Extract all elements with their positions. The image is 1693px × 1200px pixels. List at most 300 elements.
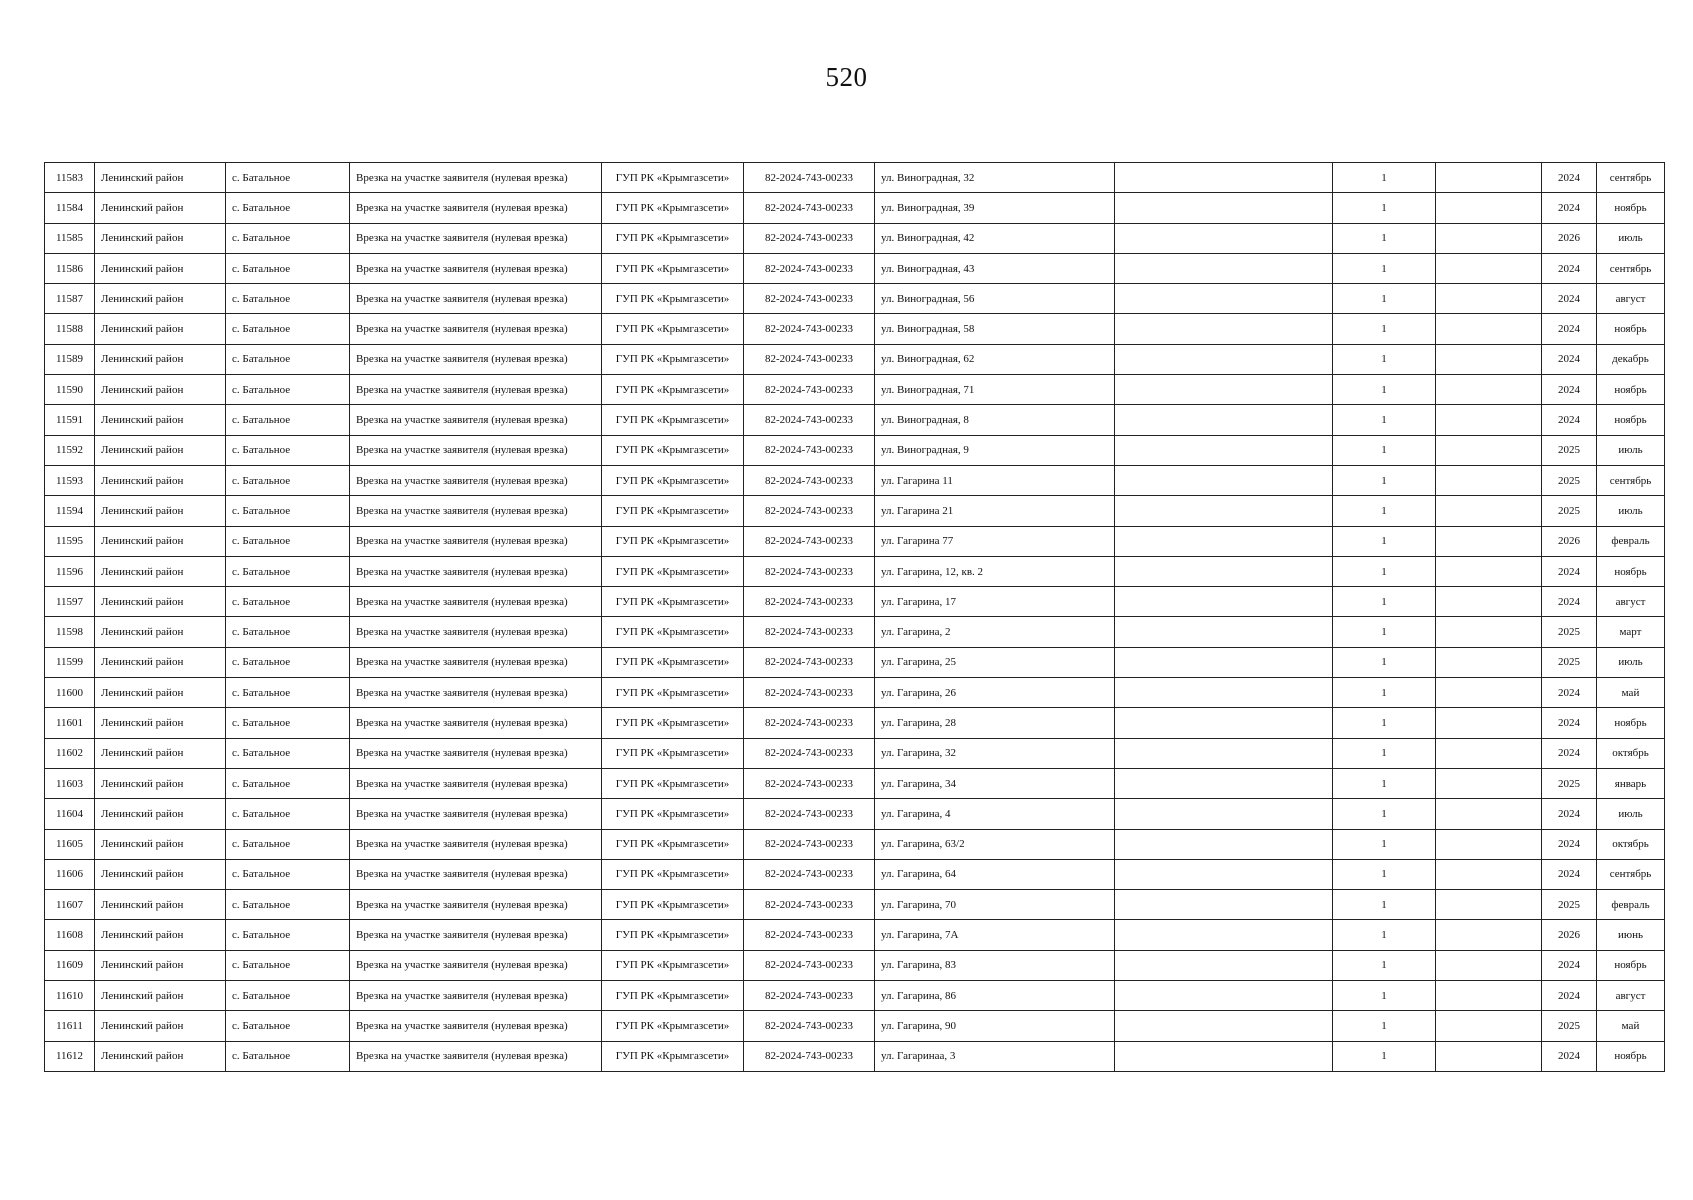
empty-cell xyxy=(1436,193,1542,223)
district-cell: Ленинский район xyxy=(95,587,226,617)
settlement-cell: с. Батальное xyxy=(226,314,350,344)
work-type-cell: Врезка на участке заявителя (нулевая врезка) xyxy=(350,556,602,586)
program-code-cell: 82-2024-743-00233 xyxy=(744,981,875,1011)
table-row xyxy=(45,738,1665,768)
table-row xyxy=(45,163,1665,193)
table-row xyxy=(45,950,1665,980)
program-code-cell: 82-2024-743-00233 xyxy=(744,678,875,708)
organization-cell: ГУП РК «Крымгазсети» xyxy=(602,375,744,405)
row-number: 11597 xyxy=(45,587,95,617)
year-cell: 2024 xyxy=(1542,193,1597,223)
program-code-cell: 82-2024-743-00233 xyxy=(744,526,875,556)
row-number: 11584 xyxy=(45,193,95,223)
table-row xyxy=(45,496,1665,526)
empty-cell xyxy=(1436,981,1542,1011)
settlement-cell: с. Батальное xyxy=(226,920,350,950)
empty-cell xyxy=(1115,1011,1333,1041)
settlement-cell: с. Батальное xyxy=(226,253,350,283)
work-type-cell: Врезка на участке заявителя (нулевая врезка) xyxy=(350,829,602,859)
address-cell: ул. Гагарина, 2 xyxy=(875,617,1115,647)
table-row xyxy=(45,375,1665,405)
month-cell: май xyxy=(1597,678,1665,708)
settlement-cell: с. Батальное xyxy=(226,1041,350,1071)
empty-cell xyxy=(1436,920,1542,950)
year-cell: 2024 xyxy=(1542,405,1597,435)
settlement-cell: с. Батальное xyxy=(226,375,350,405)
address-cell: ул. Гагарина, 83 xyxy=(875,950,1115,980)
settlement-cell: с. Батальное xyxy=(226,981,350,1011)
work-type-cell: Врезка на участке заявителя (нулевая врезка) xyxy=(350,768,602,798)
program-code-cell: 82-2024-743-00233 xyxy=(744,253,875,283)
district-cell: Ленинский район xyxy=(95,496,226,526)
organization-cell: ГУП РК «Крымгазсети» xyxy=(602,920,744,950)
program-code-cell: 82-2024-743-00233 xyxy=(744,617,875,647)
quantity-cell: 1 xyxy=(1333,829,1436,859)
quantity-cell: 1 xyxy=(1333,708,1436,738)
empty-cell xyxy=(1436,253,1542,283)
year-cell: 2024 xyxy=(1542,829,1597,859)
work-type-cell: Врезка на участке заявителя (нулевая врезка) xyxy=(350,253,602,283)
settlement-cell: с. Батальное xyxy=(226,678,350,708)
work-type-cell: Врезка на участке заявителя (нулевая врезка) xyxy=(350,496,602,526)
district-cell: Ленинский район xyxy=(95,163,226,193)
table-row xyxy=(45,344,1665,374)
table-row xyxy=(45,768,1665,798)
address-cell: ул. Гагарина, 4 xyxy=(875,799,1115,829)
empty-cell xyxy=(1115,435,1333,465)
program-code-cell: 82-2024-743-00233 xyxy=(744,587,875,617)
row-number: 11598 xyxy=(45,617,95,647)
quantity-cell: 1 xyxy=(1333,647,1436,677)
work-type-cell: Врезка на участке заявителя (нулевая врезка) xyxy=(350,526,602,556)
empty-cell xyxy=(1115,556,1333,586)
settlement-cell: с. Батальное xyxy=(226,768,350,798)
quantity-cell: 1 xyxy=(1333,859,1436,889)
program-code-cell: 82-2024-743-00233 xyxy=(744,405,875,435)
address-cell: ул. Виноградная, 56 xyxy=(875,284,1115,314)
address-cell: ул. Гагарина, 12, кв. 2 xyxy=(875,556,1115,586)
program-code-cell: 82-2024-743-00233 xyxy=(744,435,875,465)
empty-cell xyxy=(1115,587,1333,617)
month-cell: ноябрь xyxy=(1597,193,1665,223)
settlement-cell: с. Батальное xyxy=(226,799,350,829)
year-cell: 2024 xyxy=(1542,950,1597,980)
work-type-cell: Врезка на участке заявителя (нулевая врезка) xyxy=(350,163,602,193)
empty-cell xyxy=(1115,981,1333,1011)
program-code-cell: 82-2024-743-00233 xyxy=(744,465,875,495)
quantity-cell: 1 xyxy=(1333,435,1436,465)
row-number: 11607 xyxy=(45,890,95,920)
district-cell: Ленинский район xyxy=(95,193,226,223)
table-row xyxy=(45,799,1665,829)
district-cell: Ленинский район xyxy=(95,344,226,374)
quantity-cell: 1 xyxy=(1333,526,1436,556)
settlement-cell: с. Батальное xyxy=(226,163,350,193)
month-cell: август xyxy=(1597,587,1665,617)
settlement-cell: с. Батальное xyxy=(226,496,350,526)
year-cell: 2024 xyxy=(1542,163,1597,193)
work-type-cell: Врезка на участке заявителя (нулевая врезка) xyxy=(350,890,602,920)
empty-cell xyxy=(1436,829,1542,859)
year-cell: 2024 xyxy=(1542,344,1597,374)
quantity-cell: 1 xyxy=(1333,284,1436,314)
address-cell: ул. Виноградная, 9 xyxy=(875,435,1115,465)
year-cell: 2024 xyxy=(1542,556,1597,586)
settlement-cell: с. Батальное xyxy=(226,950,350,980)
page-number: 520 xyxy=(825,62,868,92)
empty-cell xyxy=(1436,526,1542,556)
year-cell: 2024 xyxy=(1542,375,1597,405)
program-code-cell: 82-2024-743-00233 xyxy=(744,1011,875,1041)
empty-cell xyxy=(1436,647,1542,677)
empty-cell xyxy=(1115,465,1333,495)
table-row xyxy=(45,435,1665,465)
year-cell: 2024 xyxy=(1542,1041,1597,1071)
row-number: 11602 xyxy=(45,738,95,768)
organization-cell: ГУП РК «Крымгазсети» xyxy=(602,950,744,980)
empty-cell xyxy=(1115,253,1333,283)
quantity-cell: 1 xyxy=(1333,920,1436,950)
row-number: 11592 xyxy=(45,435,95,465)
row-number: 11589 xyxy=(45,344,95,374)
empty-cell xyxy=(1436,890,1542,920)
district-cell: Ленинский район xyxy=(95,768,226,798)
address-cell: ул. Гагарина, 28 xyxy=(875,708,1115,738)
program-code-cell: 82-2024-743-00233 xyxy=(744,163,875,193)
work-type-cell: Врезка на участке заявителя (нулевая врезка) xyxy=(350,859,602,889)
month-cell: декабрь xyxy=(1597,344,1665,374)
month-cell: март xyxy=(1597,617,1665,647)
row-number: 11591 xyxy=(45,405,95,435)
work-type-cell: Врезка на участке заявителя (нулевая врезка) xyxy=(350,405,602,435)
year-cell: 2026 xyxy=(1542,920,1597,950)
month-cell: август xyxy=(1597,981,1665,1011)
address-cell: ул. Виноградная, 39 xyxy=(875,193,1115,223)
district-cell: Ленинский район xyxy=(95,829,226,859)
year-cell: 2025 xyxy=(1542,768,1597,798)
row-number: 11611 xyxy=(45,1011,95,1041)
organization-cell: ГУП РК «Крымгазсети» xyxy=(602,829,744,859)
empty-cell xyxy=(1115,193,1333,223)
empty-cell xyxy=(1436,1041,1542,1071)
work-type-cell: Врезка на участке заявителя (нулевая врезка) xyxy=(350,223,602,253)
organization-cell: ГУП РК «Крымгазсети» xyxy=(602,163,744,193)
empty-cell xyxy=(1115,405,1333,435)
year-cell: 2024 xyxy=(1542,678,1597,708)
organization-cell: ГУП РК «Крымгазсети» xyxy=(602,193,744,223)
quantity-cell: 1 xyxy=(1333,344,1436,374)
work-type-cell: Врезка на участке заявителя (нулевая врезка) xyxy=(350,1041,602,1071)
row-number: 11612 xyxy=(45,1041,95,1071)
organization-cell: ГУП РК «Крымгазсети» xyxy=(602,435,744,465)
work-type-cell: Врезка на участке заявителя (нулевая врезка) xyxy=(350,1011,602,1041)
organization-cell: ГУП РК «Крымгазсети» xyxy=(602,587,744,617)
organization-cell: ГУП РК «Крымгазсети» xyxy=(602,465,744,495)
month-cell: октябрь xyxy=(1597,738,1665,768)
organization-cell: ГУП РК «Крымгазсети» xyxy=(602,1011,744,1041)
quantity-cell: 1 xyxy=(1333,163,1436,193)
table-row xyxy=(45,405,1665,435)
district-cell: Ленинский район xyxy=(95,253,226,283)
empty-cell xyxy=(1436,708,1542,738)
table-row xyxy=(45,617,1665,647)
program-code-cell: 82-2024-743-00233 xyxy=(744,890,875,920)
program-code-cell: 82-2024-743-00233 xyxy=(744,920,875,950)
organization-cell: ГУП РК «Крымгазсети» xyxy=(602,647,744,677)
work-type-cell: Врезка на участке заявителя (нулевая врезка) xyxy=(350,738,602,768)
row-number: 11606 xyxy=(45,859,95,889)
empty-cell xyxy=(1436,375,1542,405)
empty-cell xyxy=(1436,465,1542,495)
address-cell: ул. Гагарина, 70 xyxy=(875,890,1115,920)
empty-cell xyxy=(1115,738,1333,768)
program-code-cell: 82-2024-743-00233 xyxy=(744,799,875,829)
address-cell: ул. Гагарина 21 xyxy=(875,496,1115,526)
table-body xyxy=(45,163,1665,1072)
settlement-cell: с. Батальное xyxy=(226,647,350,677)
district-cell: Ленинский район xyxy=(95,223,226,253)
empty-cell xyxy=(1115,950,1333,980)
district-cell: Ленинский район xyxy=(95,375,226,405)
row-number: 11600 xyxy=(45,678,95,708)
organization-cell: ГУП РК «Крымгазсети» xyxy=(602,799,744,829)
empty-cell xyxy=(1115,344,1333,374)
empty-cell xyxy=(1115,829,1333,859)
empty-cell xyxy=(1115,768,1333,798)
work-type-cell: Врезка на участке заявителя (нулевая врезка) xyxy=(350,647,602,677)
row-number: 11596 xyxy=(45,556,95,586)
year-cell: 2025 xyxy=(1542,647,1597,677)
address-cell: ул. Гагарина 77 xyxy=(875,526,1115,556)
settlement-cell: с. Батальное xyxy=(226,738,350,768)
program-code-cell: 82-2024-743-00233 xyxy=(744,859,875,889)
row-number: 11601 xyxy=(45,708,95,738)
quantity-cell: 1 xyxy=(1333,465,1436,495)
district-cell: Ленинский район xyxy=(95,556,226,586)
address-cell: ул. Гагарина, 17 xyxy=(875,587,1115,617)
row-number: 11588 xyxy=(45,314,95,344)
organization-cell: ГУП РК «Крымгазсети» xyxy=(602,1041,744,1071)
settlement-cell: с. Батальное xyxy=(226,465,350,495)
program-code-cell: 82-2024-743-00233 xyxy=(744,314,875,344)
row-number: 11610 xyxy=(45,981,95,1011)
quantity-cell: 1 xyxy=(1333,375,1436,405)
organization-cell: ГУП РК «Крымгазсети» xyxy=(602,405,744,435)
table-row xyxy=(45,890,1665,920)
empty-cell xyxy=(1436,223,1542,253)
year-cell: 2024 xyxy=(1542,284,1597,314)
organization-cell: ГУП РК «Крымгазсети» xyxy=(602,253,744,283)
district-cell: Ленинский район xyxy=(95,678,226,708)
quantity-cell: 1 xyxy=(1333,617,1436,647)
empty-cell xyxy=(1436,768,1542,798)
year-cell: 2025 xyxy=(1542,890,1597,920)
district-cell: Ленинский район xyxy=(95,284,226,314)
empty-cell xyxy=(1115,890,1333,920)
table-row xyxy=(45,920,1665,950)
address-cell: ул. Гагарина, 25 xyxy=(875,647,1115,677)
organization-cell: ГУП РК «Крымгазсети» xyxy=(602,617,744,647)
empty-cell xyxy=(1436,738,1542,768)
quantity-cell: 1 xyxy=(1333,890,1436,920)
empty-cell xyxy=(1436,1011,1542,1041)
organization-cell: ГУП РК «Крымгазсети» xyxy=(602,223,744,253)
table-row xyxy=(45,678,1665,708)
row-number: 11595 xyxy=(45,526,95,556)
work-type-cell: Врезка на участке заявителя (нулевая врезка) xyxy=(350,981,602,1011)
empty-cell xyxy=(1115,799,1333,829)
work-type-cell: Врезка на участке заявителя (нулевая врезка) xyxy=(350,314,602,344)
month-cell: июнь xyxy=(1597,920,1665,950)
district-cell: Ленинский район xyxy=(95,435,226,465)
settlement-cell: с. Батальное xyxy=(226,890,350,920)
month-cell: ноябрь xyxy=(1597,314,1665,344)
address-cell: ул. Виноградная, 42 xyxy=(875,223,1115,253)
registry-table xyxy=(44,162,1665,1072)
month-cell: ноябрь xyxy=(1597,708,1665,738)
program-code-cell: 82-2024-743-00233 xyxy=(744,768,875,798)
organization-cell: ГУП РК «Крымгазсети» xyxy=(602,496,744,526)
address-cell: ул. Гагарина, 32 xyxy=(875,738,1115,768)
month-cell: февраль xyxy=(1597,526,1665,556)
organization-cell: ГУП РК «Крымгазсети» xyxy=(602,344,744,374)
settlement-cell: с. Батальное xyxy=(226,193,350,223)
year-cell: 2025 xyxy=(1542,496,1597,526)
work-type-cell: Врезка на участке заявителя (нулевая врезка) xyxy=(350,920,602,950)
empty-cell xyxy=(1115,708,1333,738)
table-row xyxy=(45,1041,1665,1071)
address-cell: ул. Гагарина, 34 xyxy=(875,768,1115,798)
year-cell: 2026 xyxy=(1542,223,1597,253)
address-cell: ул. Виноградная, 62 xyxy=(875,344,1115,374)
row-number: 11605 xyxy=(45,829,95,859)
month-cell: ноябрь xyxy=(1597,556,1665,586)
month-cell: сентябрь xyxy=(1597,253,1665,283)
program-code-cell: 82-2024-743-00233 xyxy=(744,223,875,253)
address-cell: ул. Гагаринаа, 3 xyxy=(875,1041,1115,1071)
work-type-cell: Врезка на участке заявителя (нулевая врезка) xyxy=(350,708,602,738)
district-cell: Ленинский район xyxy=(95,314,226,344)
quantity-cell: 1 xyxy=(1333,1041,1436,1071)
empty-cell xyxy=(1436,284,1542,314)
table-row xyxy=(45,193,1665,223)
district-cell: Ленинский район xyxy=(95,981,226,1011)
quantity-cell: 1 xyxy=(1333,253,1436,283)
address-cell: ул. Гагарина, 63/2 xyxy=(875,829,1115,859)
empty-cell xyxy=(1436,799,1542,829)
settlement-cell: с. Батальное xyxy=(226,617,350,647)
program-code-cell: 82-2024-743-00233 xyxy=(744,344,875,374)
empty-cell xyxy=(1115,678,1333,708)
district-cell: Ленинский район xyxy=(95,617,226,647)
table-row xyxy=(45,1011,1665,1041)
program-code-cell: 82-2024-743-00233 xyxy=(744,375,875,405)
quantity-cell: 1 xyxy=(1333,799,1436,829)
organization-cell: ГУП РК «Крымгазсети» xyxy=(602,284,744,314)
table-row xyxy=(45,223,1665,253)
program-code-cell: 82-2024-743-00233 xyxy=(744,647,875,677)
table-row xyxy=(45,284,1665,314)
quantity-cell: 1 xyxy=(1333,950,1436,980)
work-type-cell: Врезка на участке заявителя (нулевая врезка) xyxy=(350,950,602,980)
year-cell: 2024 xyxy=(1542,253,1597,283)
empty-cell xyxy=(1115,284,1333,314)
settlement-cell: с. Батальное xyxy=(226,223,350,253)
district-cell: Ленинский район xyxy=(95,405,226,435)
quantity-cell: 1 xyxy=(1333,768,1436,798)
year-cell: 2024 xyxy=(1542,314,1597,344)
district-cell: Ленинский район xyxy=(95,1041,226,1071)
empty-cell xyxy=(1115,1041,1333,1071)
year-cell: 2024 xyxy=(1542,738,1597,768)
work-type-cell: Врезка на участке заявителя (нулевая врезка) xyxy=(350,799,602,829)
table-row xyxy=(45,829,1665,859)
district-cell: Ленинский район xyxy=(95,465,226,495)
row-number: 11586 xyxy=(45,253,95,283)
empty-cell xyxy=(1436,859,1542,889)
settlement-cell: с. Батальное xyxy=(226,556,350,586)
table-row xyxy=(45,859,1665,889)
row-number: 11593 xyxy=(45,465,95,495)
organization-cell: ГУП РК «Крымгазсети» xyxy=(602,890,744,920)
program-code-cell: 82-2024-743-00233 xyxy=(744,829,875,859)
empty-cell xyxy=(1115,617,1333,647)
program-code-cell: 82-2024-743-00233 xyxy=(744,738,875,768)
organization-cell: ГУП РК «Крымгазсети» xyxy=(602,768,744,798)
work-type-cell: Врезка на участке заявителя (нулевая врезка) xyxy=(350,678,602,708)
empty-cell xyxy=(1436,617,1542,647)
empty-cell xyxy=(1436,496,1542,526)
empty-cell xyxy=(1115,920,1333,950)
empty-cell xyxy=(1436,314,1542,344)
work-type-cell: Врезка на участке заявителя (нулевая врезка) xyxy=(350,435,602,465)
table-row xyxy=(45,647,1665,677)
district-cell: Ленинский район xyxy=(95,890,226,920)
empty-cell xyxy=(1115,526,1333,556)
quantity-cell: 1 xyxy=(1333,496,1436,526)
address-cell: ул. Гагарина, 7А xyxy=(875,920,1115,950)
row-number: 11585 xyxy=(45,223,95,253)
year-cell: 2025 xyxy=(1542,465,1597,495)
program-code-cell: 82-2024-743-00233 xyxy=(744,1041,875,1071)
row-number: 11583 xyxy=(45,163,95,193)
organization-cell: ГУП РК «Крымгазсети» xyxy=(602,526,744,556)
month-cell: ноябрь xyxy=(1597,950,1665,980)
table-row xyxy=(45,708,1665,738)
month-cell: июль xyxy=(1597,435,1665,465)
work-type-cell: Врезка на участке заявителя (нулевая врезка) xyxy=(350,375,602,405)
row-number: 11608 xyxy=(45,920,95,950)
program-code-cell: 82-2024-743-00233 xyxy=(744,556,875,586)
quantity-cell: 1 xyxy=(1333,193,1436,223)
quantity-cell: 1 xyxy=(1333,556,1436,586)
table-row xyxy=(45,314,1665,344)
month-cell: январь xyxy=(1597,768,1665,798)
table-row xyxy=(45,587,1665,617)
address-cell: ул. Виноградная, 8 xyxy=(875,405,1115,435)
organization-cell: ГУП РК «Крымгазсети» xyxy=(602,981,744,1011)
organization-cell: ГУП РК «Крымгазсети» xyxy=(602,678,744,708)
row-number: 11594 xyxy=(45,496,95,526)
organization-cell: ГУП РК «Крымгазсети» xyxy=(602,708,744,738)
district-cell: Ленинский район xyxy=(95,859,226,889)
empty-cell xyxy=(1436,435,1542,465)
program-code-cell: 82-2024-743-00233 xyxy=(744,193,875,223)
month-cell: июль xyxy=(1597,223,1665,253)
settlement-cell: с. Батальное xyxy=(226,526,350,556)
empty-cell xyxy=(1115,314,1333,344)
table-row xyxy=(45,465,1665,495)
